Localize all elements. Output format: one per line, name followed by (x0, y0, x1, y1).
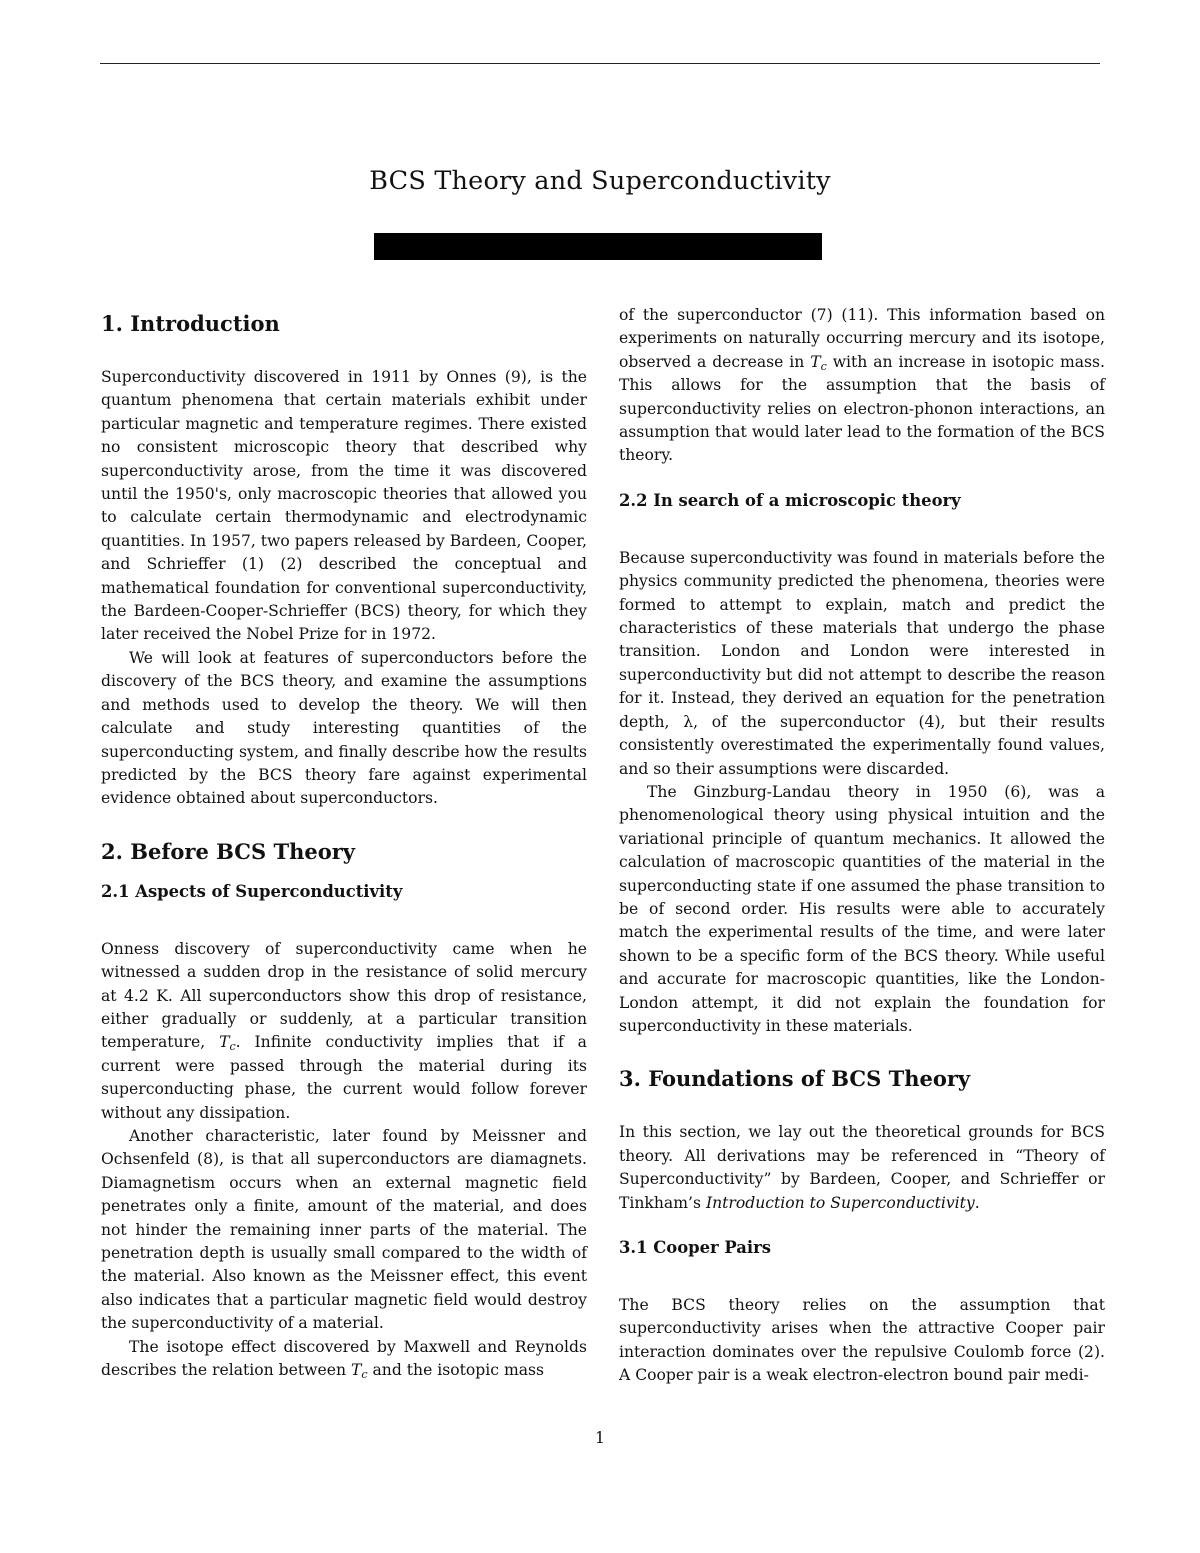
paper-title: BCS Theory and Superconductivity (369, 166, 831, 196)
right-column (619, 304, 1105, 1388)
section-heading-before-bcs: 2. Before BCS Theory (101, 838, 355, 864)
foundations-paragraph-1: In this section, we lay out the theoretical grounds for BCS theory. All derivations may be referenced in “Theory of Superconductivity” by Bardeen, Cooper, and Schrieffer or Tinkham’s Introduction to Superconductivity. (619, 1123, 1105, 1212)
microscopic-paragraph-1: Because superconductivity was found in materials before the physics community predicted the phenomena, theories were formed to attempt to explain, match and predict the characteristics of these materials that undergo the phase transition. London and London were interested in superconductivity but did not attempt to describe the reason for it. Instead, they derived an equation for the penetration depth, λ, of the superconductor (4), but their results consistently overestimated the experimentally found values, and so their assumptions were discarded. (619, 548, 1105, 778)
intro-paragraph-2: We will look at features of superconductors before the discovery of the BCS theory, and examine the assumptions and methods used to develop the theory. We will then calculate and study interesting quantities of the superconducting system, and finally describe how the results predicted by the BCS theory fare against experimental evidence obtained about superconductors. (101, 648, 587, 808)
tc-symbol: $T_c$ (219, 1033, 236, 1054)
intro-paragraph-1: Superconductivity discovered in 1911 by Onnes (9), is the quantum phenomena that certain materials exhibit under particular magnetic and temperature regimes. There existed no consistent microscopic theory that described why superconductivity arose, from the time it was discovered until the 1950's, only macroscopic theories that allowed you to calculate certain thermodynamic and electrodynamic quantities. In 1957, two papers released by Bardeen, Cooper, and Schrieffer (1) (2) described the conceptual and mathematical foundation for conventional superconductivity, the Bardeen-Cooper-Schrieffer (BCS) theory, for which they later received the Nobel Prize for in 1972. (101, 368, 587, 644)
subsection-heading-cooper-pairs: 3.1 Cooper Pairs (619, 1238, 771, 1257)
section-heading-introduction: 1. Introduction (101, 311, 280, 336)
cooper-pairs-paragraph-1: The BCS theory relies on the assumption that superconductivity arises when the attractive Cooper pair interaction dominates over the repulsive Coulomb force (2). A Cooper pair is a weak electron-electron bound pair medi- (619, 1296, 1105, 1385)
microscopic-paragraph-2: The Ginzburg-Landau theory in 1950 (6), was a phenomenological theory using physical intuition and the variational principle of quantum mechanics. It allowed the calculation of macroscopic quantities of the material in the superconducting state if one assumed the phase transition to be of second order. His results were able to accurately match the experimental results of the time, and were later shown to be a specific form of the BCS theory. While useful and accurate for macroscopic quantities, like the London-London attempt, it did not explain the foundation for superconductivity in these materials. (619, 782, 1105, 1035)
aspects-paragraph-3-continued: of the superconductor (7) (11). This information based on experiments on naturally occurring mercury and its isotope, observed a decrease in $T_c$ with an increase in isotopic mass. This allows for the assumption that the basis of superconductivity relies on electron-phonon interactions, an assumption that would later lead to the formation of the BCS theory. (619, 306, 1106, 465)
redacted-author-block (374, 233, 822, 260)
page-number: 1 (594, 1428, 606, 1447)
tc-symbol: $T_c$ (350, 1361, 368, 1382)
left-column (101, 304, 587, 1382)
section-heading-foundations: 3. Foundations of BCS Theory (619, 1066, 971, 1092)
aspects-paragraph-2: Another characteristic, later found by Meissner and Ochsenfeld (8), is that all superconductors are diamagnets. Diamagnetism occurs when an external magnetic field penetrates only a finite, amount of the material, and does not hinder the remaining inner parts of the material. The penetration depth is usually small compared to the width of the material. Also known as the Meissner effect, this event also indicates that a particular magnetic field would destroy the superconductivity of a material. (101, 1126, 587, 1333)
aspects-paragraph-3-start: The isotope effect discovered by Maxwell and Reynolds describes the relation between $T_c$ and the isotopic mass (101, 1337, 587, 1382)
aspects-paragraph-3-rest: and the isotopic mass (367, 1361, 545, 1380)
aspects-paragraph-1: Onness discovery of superconductivity came when he witnessed a sudden drop in the resistance of solid mercury at 4.2 K. All superconductors show this drop of resistance, either gradually or suddenly, at a particular transition temperature, $T_c$. Infinite conductivity implies that if a current were passed through the material during its superconducting phase, the current would follow forever without any dissipation. (101, 939, 587, 1122)
subsection-heading-microscopic: 2.2 In search of a microscopic theory (619, 490, 961, 510)
book-title: Introduction to Superconductivity (705, 1193, 975, 1212)
subsection-heading-aspects: 2.1 Aspects of Superconductivity (101, 881, 403, 901)
tc-symbol: $T_c$ (810, 352, 827, 373)
top-rule (100, 63, 1100, 64)
